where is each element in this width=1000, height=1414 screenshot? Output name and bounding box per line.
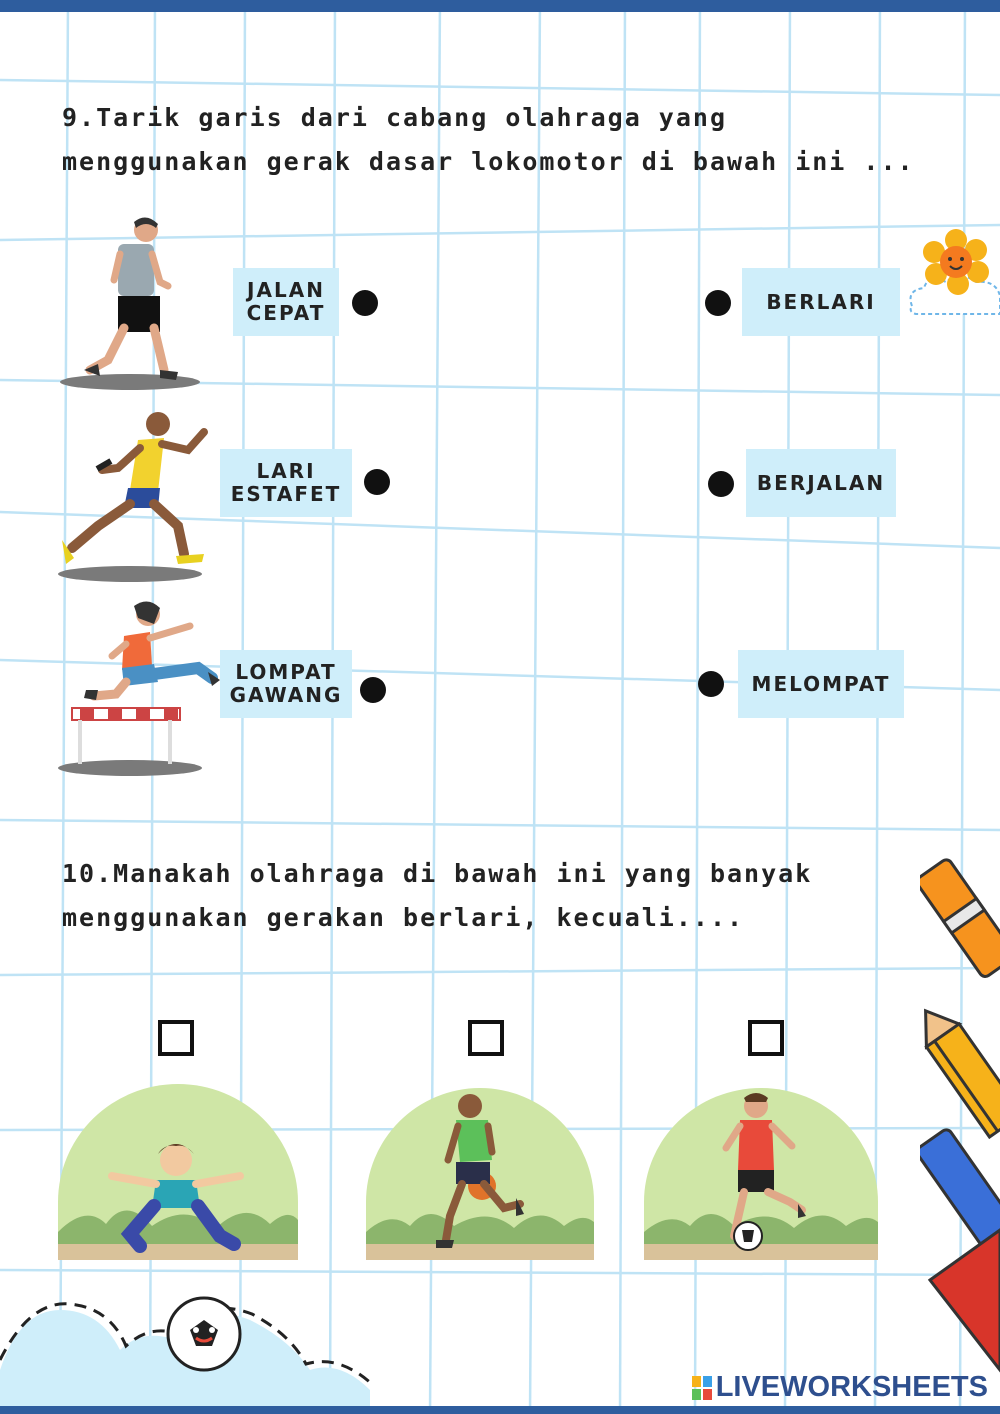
label-berjalan-text: BERJALAN — [756, 470, 886, 495]
soccer-player-illustration — [642, 1086, 880, 1260]
label-jalan-cepat-line-1: JALAN — [247, 278, 325, 302]
label-lompat-gawang-line-1: LOMPAT — [235, 660, 337, 684]
question-10-line-2: menggunakan gerakan berlari, kecuali.... — [62, 903, 745, 932]
liveworksheets-logo-icon — [692, 1376, 712, 1400]
checkbox-option-2[interactable] — [468, 1020, 504, 1056]
dot-left-2[interactable] — [364, 469, 390, 495]
label-lompat-gawang-line-2: GAWANG — [229, 683, 343, 707]
checkbox-option-3[interactable] — [748, 1020, 784, 1056]
basketball-player-illustration — [364, 1086, 596, 1260]
label-berlari-text: BERLARI — [766, 289, 876, 314]
label-lari-estafet-line-1: LARI — [256, 459, 316, 483]
question-10-line-1: 10.Manakah olahraga di bawah ini yang banyak — [62, 859, 813, 888]
label-berlari[interactable] — [742, 268, 900, 336]
label-lompat-gawang[interactable] — [220, 650, 352, 718]
label-melompat-text: MELOMPAT — [751, 671, 891, 696]
dot-left-3[interactable] — [360, 677, 386, 703]
cloud-soccer-ball-decoration — [0, 1290, 380, 1406]
question-10-text — [62, 852, 962, 940]
label-jalan-cepat-line-2: CEPAT — [246, 301, 326, 325]
label-lari-estafet-line-2: ESTAFET — [230, 482, 342, 506]
dot-right-1[interactable] — [705, 290, 731, 316]
question-9-line-2: menggunakan gerak dasar lokomotor di bawah ini ... — [62, 147, 915, 176]
brand-text: LIVEWORKSHEETS — [715, 1371, 988, 1403]
relay-runner-illustration — [58, 408, 208, 584]
checkbox-option-1[interactable] — [158, 1020, 194, 1056]
question-9-line-1: 9.Tarik garis dari cabang olahraga yang — [62, 103, 727, 132]
flower-cloud-decoration — [906, 226, 1000, 316]
yoga-kid-illustration — [56, 1084, 300, 1260]
race-walker-illustration — [60, 210, 205, 395]
hurdler-illustration — [58, 598, 223, 778]
dot-left-1[interactable] — [352, 290, 378, 316]
label-lari-estafet[interactable] — [220, 449, 352, 517]
dot-right-3[interactable] — [698, 671, 724, 697]
dot-right-2[interactable] — [708, 471, 734, 497]
pencils-decoration — [920, 850, 1000, 1395]
question-9-text — [62, 96, 962, 184]
label-melompat[interactable] — [738, 650, 904, 718]
bottom-bar — [0, 1406, 1000, 1414]
label-berjalan[interactable] — [746, 449, 896, 517]
top-bar — [0, 0, 1000, 12]
liveworksheets-brand — [692, 1371, 988, 1404]
label-jalan-cepat[interactable] — [233, 268, 339, 336]
